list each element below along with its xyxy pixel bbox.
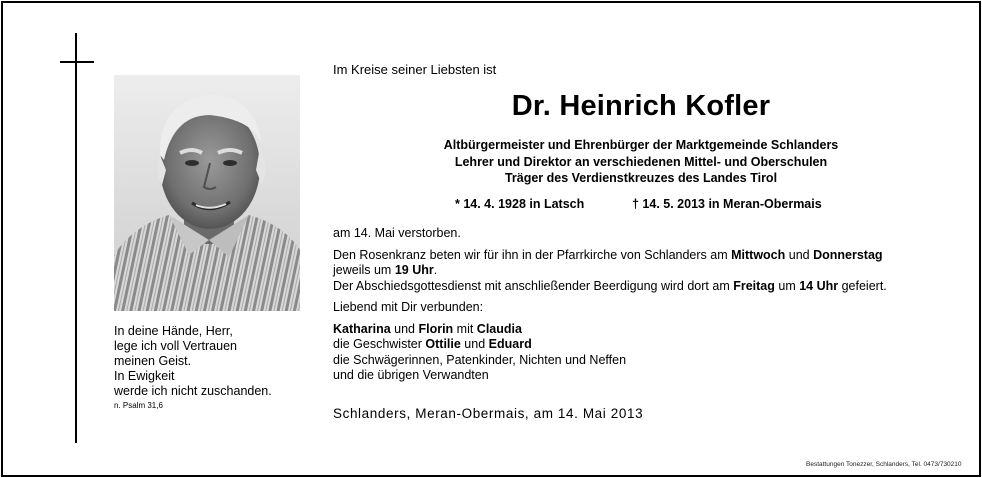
title-line: Träger des Verdienstkreuzes des Landes Tirol <box>504 171 778 185</box>
title-line: Altbürgermeister und Ehrenbürger der Marktgemeinde Schlanders <box>443 138 839 152</box>
honorary-titles <box>333 137 949 187</box>
rosary-line-2: jeweils um 19 Uhr. <box>333 263 438 277</box>
family-line-3: die Schwägerinnen, Patenkinder, Nichten und Neffen <box>333 352 627 367</box>
cross-symbol-horizontal <box>60 61 94 63</box>
psalm-line: In deine Hände, Herr, <box>114 324 233 338</box>
rosary-line-1: Den Rosenkranz beten wir für ihn in der Pfarrkirche von Schlanders am Mittwoch und Donnerstag <box>333 247 883 262</box>
psalm-source: n. Psalm 31,6 <box>114 401 163 410</box>
psalm-line: lege ich voll Vertrauen <box>114 339 237 353</box>
title-line: Lehrer und Direktor an verschiedenen Mittel- und Oberschulen <box>454 154 828 169</box>
portrait-illustration <box>114 75 300 311</box>
psalm-verse <box>114 324 272 399</box>
family-line-1: Katharina und Florin mit Claudia <box>333 321 522 336</box>
portrait-photo <box>114 75 300 311</box>
died-line: am 14. Mai verstorben. <box>333 226 461 240</box>
cross-symbol-vertical <box>75 33 77 443</box>
notice-body <box>333 226 887 384</box>
family-line-4: und die übrigen Verwandten <box>333 368 489 382</box>
deceased-name: Dr. Heinrich Kofler <box>511 90 771 122</box>
connected-line: Liebend mit Dir verbunden: <box>333 300 484 314</box>
funeral-line: Der Abschiedsgottesdienst mit anschließender Beerdigung wird dort am Freitag um 14 Uhr gefeiert. <box>333 278 887 293</box>
funeral-home-footer: Bestattungen Tonezzer, Schlanders, Tel. 0473/730210 <box>806 461 962 468</box>
intro-line: Im Kreise seiner Liebsten ist <box>333 62 497 77</box>
psalm-line: meinen Geist. <box>114 354 192 368</box>
family-line-2: die Geschwister Ottilie und Eduard <box>333 337 532 351</box>
psalm-line: werde ich nicht zuschanden. <box>114 384 272 398</box>
birth-date: * 14. 4. 1928 in Latsch <box>455 197 585 211</box>
death-date: † 14. 5. 2013 in Meran-Obermais <box>632 197 822 211</box>
psalm-line: In Ewigkeit <box>114 369 175 383</box>
place-and-date: Schlanders, Meran-Obermais, am 14. Mai 2013 <box>333 406 644 421</box>
